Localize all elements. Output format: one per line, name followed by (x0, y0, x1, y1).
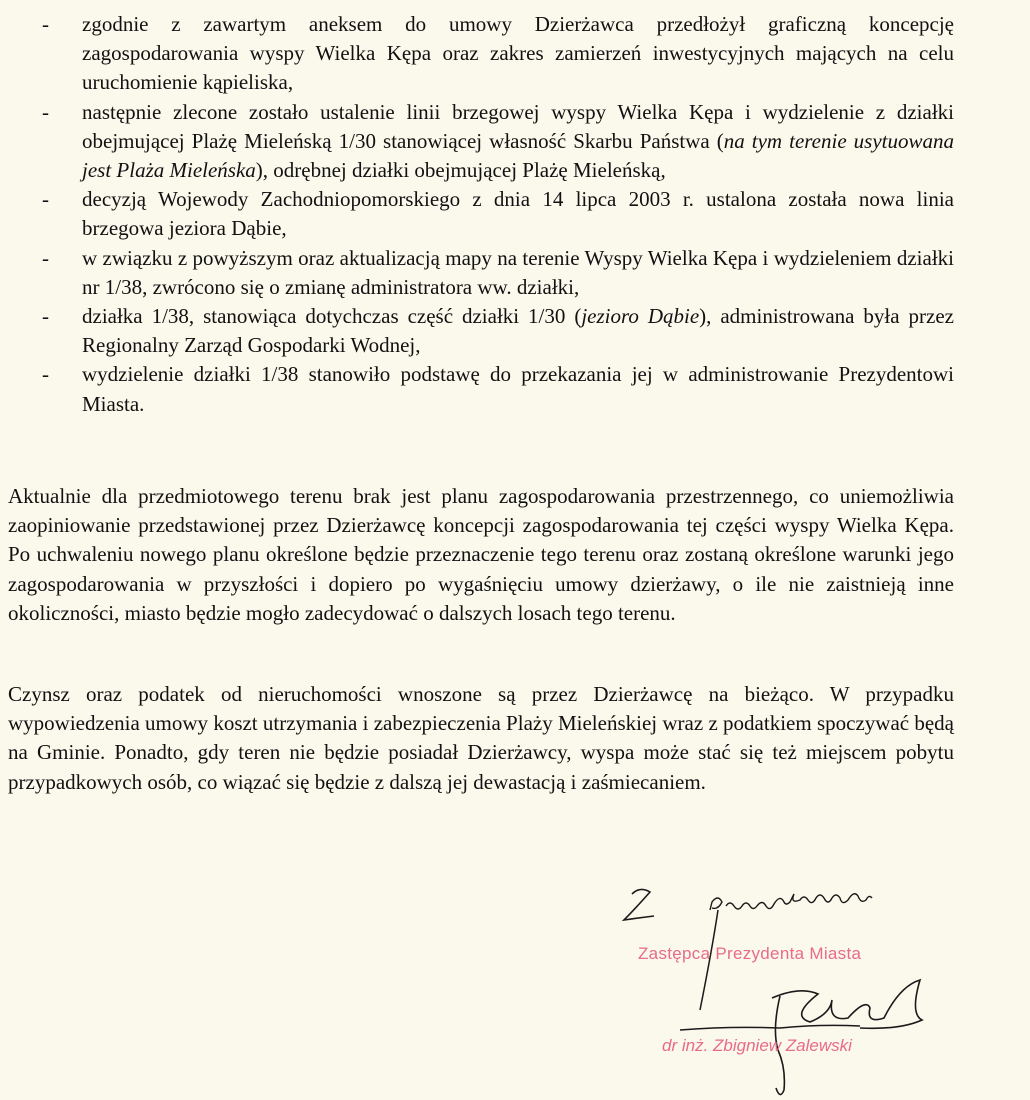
bullet-marker: - (42, 245, 49, 270)
bullet-marker: - (42, 362, 49, 387)
bullet-item (0, 185, 1030, 243)
stamp-title: Zastępca Prezydenta Miasta (638, 944, 862, 963)
bullet-item (0, 302, 1030, 360)
bullet-text-part: ), administrowana była przez Regionalny Zarząd Gospodarki Wodnej, (82, 304, 954, 358)
bullet-text (82, 302, 954, 360)
body-paragraph: Aktualnie dla przedmiotowego terenu brak jest planu zagospodarowania przestrzennego, co uniemożliwia zaopiniowanie przedstawionej przez Dzierżawcę koncepcji zagospodarowania tej części wyspy Wielka Kępa. Po uchwaleniu nowego planu określone będzie przeznaczenie tego terenu oraz zostaną określone warunki jego zagospodarowania w przyszłości i dopiero po wygaśnięciu umowy dzierżawy, o ile nie zaistnieją inne okoliczności, miasto będzie mogło zadecydować o dalszych losach tego terenu. (8, 484, 954, 625)
bullet-list (0, 10, 1030, 419)
bullet-item (0, 98, 1030, 186)
bullet-text-italic: na tym terenie usytuowana jest Plaża Mieleńska (82, 128, 954, 183)
signature-block (600, 870, 1020, 1100)
bullet-text-italic: jezioro Dąbie (581, 304, 700, 329)
bullet-text: decyzją Wojewody Zachodniopomorskiego z dnia 14 lipca 2003 r. ustalona została nowa linia brzegowa jeziora Dąbie, (82, 187, 954, 241)
body-paragraph: Czynsz oraz podatek od nieruchomości wnoszone są przez Dzierżawcę na bieżąco. W przypadku wypowiedzenia umowy koszt utrzymania i zabezpieczenia Plaży Mieleńskiej wraz z podatkiem spoczywać będą na Gminie. Ponadto, gdy teren nie będzie posiadał Dzierżawcy, wyspa może stać się też miejscem pobytu przypadkowych osób, co wiązać się będzie z dalszą jej dewastacją i zaśmiecaniem. (8, 682, 954, 794)
signature-icon (660, 890, 980, 1100)
bullet-item (0, 360, 1030, 418)
bullet-item (0, 244, 1030, 302)
bullet-text-part: działka 1/38, stanowiąca dotychczas część działki 1/30 ( (82, 304, 582, 329)
bullet-text: wydzielenie działki 1/38 stanowiło podstawę do przekazania jej w administrowanie Prezydentowi Miasta. (82, 362, 954, 416)
bullet-marker: - (42, 187, 49, 212)
bullet-text-part: ), odrębnej działki obejmującej Plażę Mieleńską, (255, 158, 666, 183)
bullet-text-part: następnie zlecone zostało ustalenie linii brzegowej wyspy Wielka Kępa i wydzielenie z działki obejmującej Plażę Mieleńską 1/30 stanowiącej własność Skarbu Państwa ( (82, 99, 954, 153)
bullet-text (82, 98, 954, 186)
bullet-item (0, 10, 1030, 98)
bullet-marker: - (42, 304, 49, 329)
stamp-name: dr inż. Zbigniew Zalewski (662, 1036, 852, 1055)
bullet-marker: - (42, 12, 49, 36)
bullet-marker: - (42, 99, 49, 124)
bullet-text: w związku z powyższym oraz aktualizacją mapy na terenie Wyspy Wielka Kępa i wydzieleniem działki nr 1/38, zwrócono się o zmianę administratora ww. działki, (82, 245, 954, 299)
bullet-text: zgodnie z zawartym aneksem do umowy Dzierżawca przedłożył graficzną koncepcję zagospodarowania wyspy Wielka Kępa oraz zakres zamierzeń inwestycyjnych mających na celu uruchomienie kąpieliska, (82, 12, 954, 95)
